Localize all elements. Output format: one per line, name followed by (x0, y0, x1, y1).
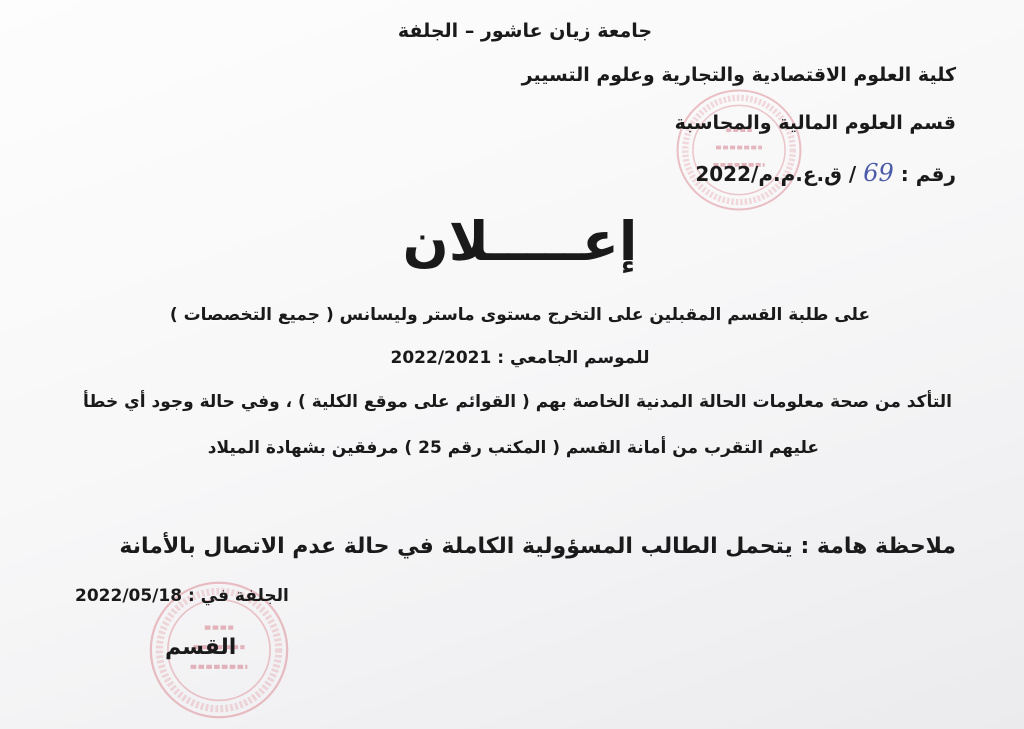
body-line-1: على طلبة القسم المقبلين على التخرج مستوى ماستر وليسانس ( جميع التخصصات ) (169, 305, 871, 325)
reference-handwritten-number: 69 (863, 159, 894, 187)
body-line-2: للموسم الجامعي : 2022/2021 (390, 348, 650, 368)
university-name: جامعة زيان عاشور – الجلفة (397, 20, 653, 42)
reference-label: رقم : (900, 162, 956, 186)
announcement-title: إعـــــلان (402, 210, 638, 273)
department-name: قسم العلوم المالية والمحاسبة (674, 112, 956, 134)
reference-suffix: / ق.ع.م.م/2022 (695, 162, 857, 186)
body-line-4: عليهم التقرب من أمانة القسم ( المكتب رقم 25 ) مرفقين بشهادة الميلاد (207, 438, 819, 458)
department-stamp-top (675, 88, 803, 212)
stamp-graphic (675, 88, 803, 212)
important-note: ملاحظة هامة : يتحمل الطالب المسؤولية الكاملة في حالة عدم الاتصال بالأمانة (119, 534, 956, 559)
faculty-name: كلية العلوم الاقتصادية والتجارية وعلوم التسيير (521, 64, 956, 86)
signatory-title: القسم (165, 635, 237, 660)
place-and-date: الجلفة في : 2022/05/18 (75, 586, 289, 606)
body-line-3: التأكد من صحة معلومات الحالة المدنية الخاصة بهم ( القوائم على موقع الكلية ) ، وفي حالة وجود أي خطأ (83, 392, 952, 412)
reference-number (695, 158, 956, 188)
